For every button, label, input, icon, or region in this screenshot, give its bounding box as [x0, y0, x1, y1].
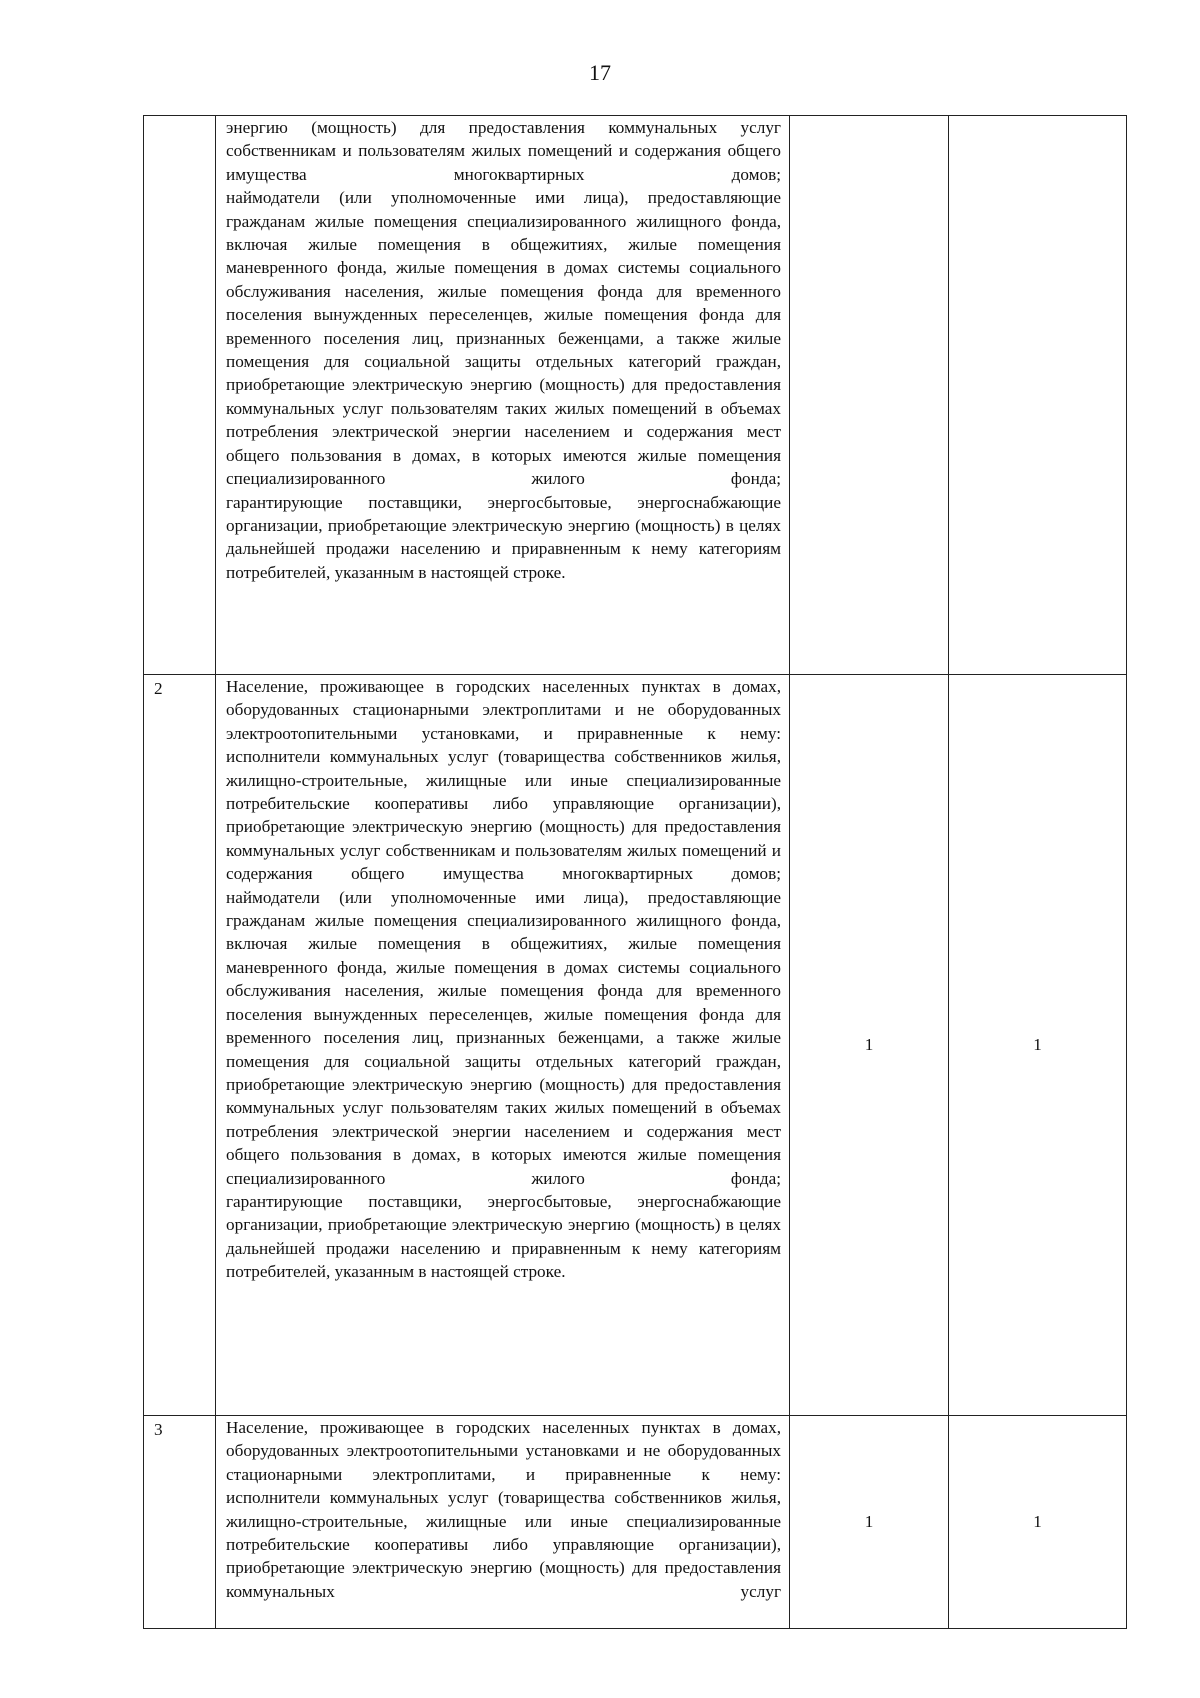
row-description-cell — [216, 116, 790, 675]
tariff-table — [143, 115, 1127, 1629]
description-paragraph: наймодатели (или уполномоченные ими лица), предоставляющие гражданам жилые помещения специализированного жилищного фонда, включая жилые помещения в общежитиях, жилые помещения маневренного фонда, жилые помещения в домах системы социального обслуживания населения, жилые помещения фонда для временного поселения вынужденных переселенцев, жилые помещения фонда для временного поселения лиц, признанных беженцами, а также жилые помещения для социальной защиты отдельных категорий граждан, приобретающие электрическую энергию (мощность) для предоставления коммунальных услуг пользователям таких жилых помещений в объемах потребления электрической энергии населением и содержания мест общего пользования в домах, в которых имеются жилые помещения специализированного жилого фонда; — [226, 887, 781, 1188]
description-paragraph: гарантирующие поставщики, энергосбытовые, энергоснабжающие организации, приобретающие электрическую энергию (мощность) в целях дальнейшей продажи населению и приравненным к нему категориям потребителей, указанным в настоящей строке. — [226, 492, 781, 582]
value-cell-2 — [949, 116, 1127, 675]
row-number-cell — [144, 116, 216, 675]
table-row — [144, 116, 1127, 675]
value-cell-1: 1 — [790, 675, 949, 1416]
row-description-cell — [216, 1416, 790, 1629]
table-row — [144, 1416, 1127, 1629]
value-cell-2: 1 — [949, 1416, 1127, 1629]
page-number: 17 — [589, 60, 611, 85]
row-number-cell: 2 — [144, 675, 216, 1416]
description-paragraph: исполнители коммунальных услуг (товарищества собственников жилья, жилищно-строительные, жилищные или иные специализированные потребительские кооперативы либо управляющие организации), приобретающие электрическую энергию (мощность) для предоставления коммунальных услуг — [226, 1488, 781, 1601]
table-row — [144, 675, 1127, 1416]
row-description-cell — [216, 675, 790, 1416]
description-paragraph: Население, проживающее в городских населенных пунктах в домах, оборудованных стационарными электроплитами и не оборудованных электроотопительными установками, и приравненные к нему: — [226, 677, 781, 743]
description-paragraph: гарантирующие поставщики, энергосбытовые, энергоснабжающие организации, приобретающие электрическую энергию (мощность) в целях дальнейшей продажи населению и приравненным к нему категориям потребителей, указанным в настоящей строке. — [226, 1191, 781, 1282]
value-cell-1 — [790, 116, 949, 675]
description-paragraph: наймодатели (или уполномоченные ими лица), предоставляющие гражданам жилые помещения специализированного жилищного фонда, включая жилые помещения в общежитиях, жилые помещения маневренного фонда, жилые помещения в домах системы социального обслуживания населения, жилые помещения фонда для временного поселения вынужденных переселенцев, жилые помещения фонда для временного поселения лиц, признанных беженцами, а также жилые помещения для социальной защиты отдельных категорий граждан, приобретающие электрическую энергию (мощность) для предоставления коммунальных услуг пользователям таких жилых помещений в объемах потребления электрической энергии населением и содержания мест общего пользования в домах, в которых имеются жилые помещения специализированного жилого фонда; — [226, 188, 781, 489]
description-paragraph: энергию (мощность) для предоставления коммунальных услуг собственникам и пользователям жилых помещений и содержания общего имущества многоквартирных домов; — [226, 118, 781, 184]
value-cell-2: 1 — [949, 675, 1127, 1416]
description-paragraph: исполнители коммунальных услуг (товарищества собственников жилья, жилищно-строительные, жилищные или иные специализированные потребительские кооперативы либо управляющие организации), приобретающие электрическую энергию (мощность) для предоставления коммунальных услуг собственникам и пользователям жилых помещений и содержания общего имущества многоквартирных домов; — [226, 747, 781, 884]
description-paragraph: Население, проживающее в городских населенных пунктах в домах, оборудованных электроотопительными установками и не оборудованных стационарными электроплитами, и приравненные к нему: — [226, 1418, 781, 1484]
row-number-cell: 3 — [144, 1416, 216, 1629]
value-cell-1: 1 — [790, 1416, 949, 1629]
